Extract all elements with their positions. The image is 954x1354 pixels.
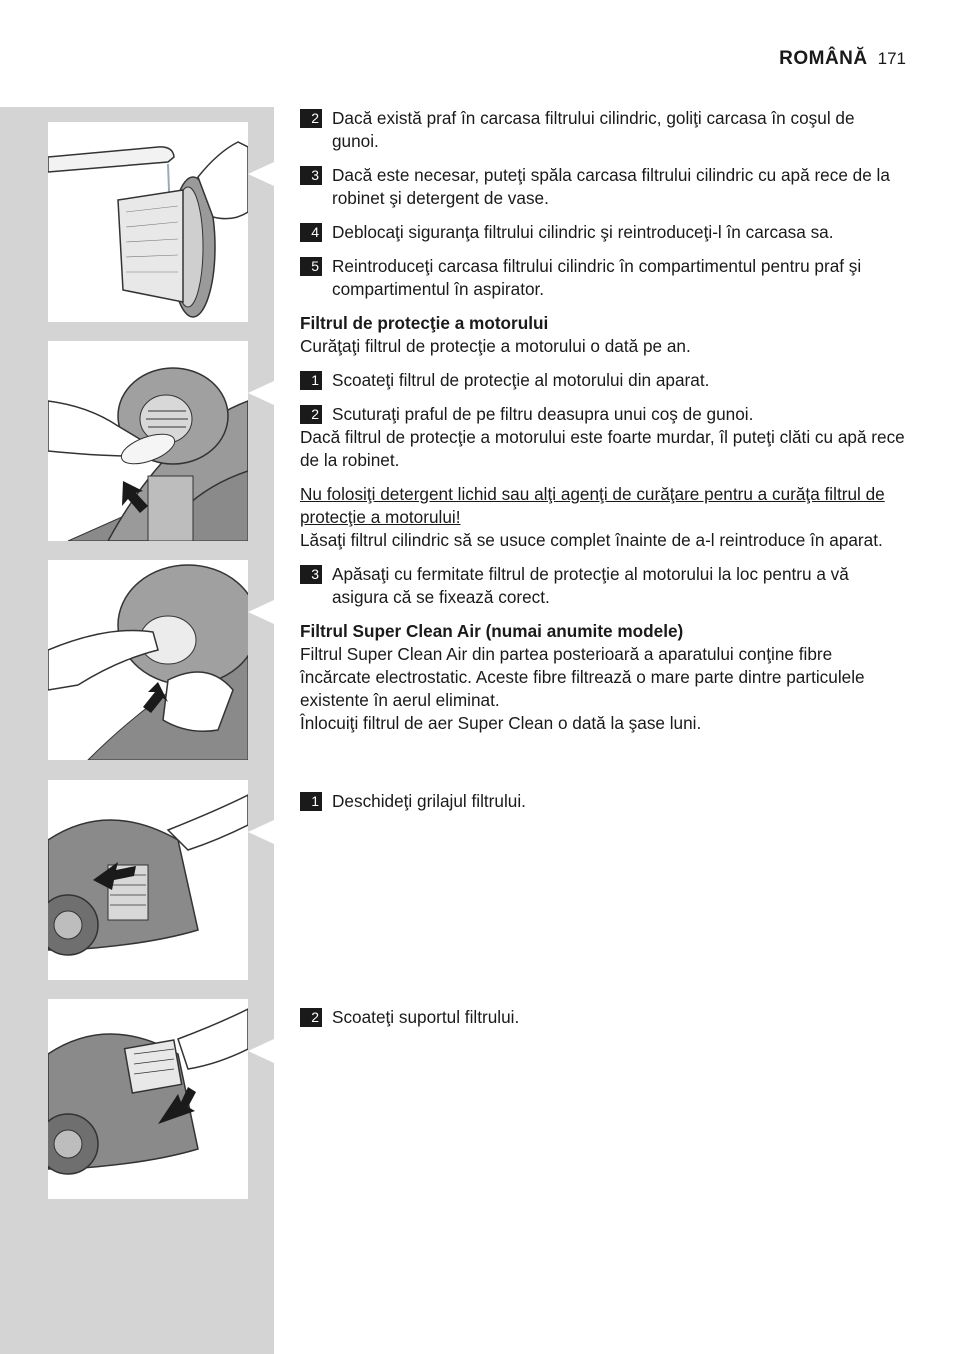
step-number: 2 (300, 1008, 322, 1027)
figure-pointer (248, 1039, 274, 1063)
illustration-sidebar (0, 107, 274, 1354)
step-number: 4 (300, 223, 322, 242)
figure-open-grille (48, 780, 248, 980)
figure-insert-motor-filter (48, 560, 248, 760)
replace-note: Înlocuiţi filtrul de aer Super Clean o dată la şase luni. (300, 713, 702, 733)
step-item (300, 221, 906, 244)
step-number: 1 (300, 371, 322, 390)
step-item (300, 255, 906, 301)
step-item (300, 563, 906, 609)
section-description: Filtrul Super Clean Air din partea posterioară a aparatului conţine fibre încărcate electrostatic. Aceste fibre filtrează o mare parte dintre particulele existente în aerul eliminat. (300, 644, 865, 710)
language-label: ROMÂNĂ (779, 48, 868, 69)
step-number: 3 (300, 166, 322, 185)
rinse-note: Dacă filtrul de protecţie a motorului este foarte murdar, îl puteţi clăti cu apă rece de la robinet. (300, 427, 905, 470)
figure-pointer (248, 600, 274, 624)
figure-rinse-filter (48, 122, 248, 322)
step-item (300, 164, 906, 210)
step-number: 1 (300, 792, 322, 811)
step-text: Apăsaţi cu fermitate filtrul de protecţie al motorului la loc pentru a vă asigura că se fixează corect. (332, 564, 849, 607)
figure-pointer (248, 820, 274, 844)
step-item (300, 107, 906, 153)
step-item (300, 1006, 906, 1029)
section-heading: Filtrul de protecţie a motorului (300, 313, 549, 333)
figure-remove-holder (48, 999, 248, 1199)
step-item (300, 790, 906, 813)
step-number: 2 (300, 405, 322, 424)
section-intro: Curăţaţi filtrul de protecţie a motorului o dată pe an. (300, 336, 691, 356)
page-header (779, 48, 906, 70)
instructions-column (300, 107, 906, 1027)
step-text: Scoateţi filtrul de protecţie al motorului din aparat. (332, 370, 710, 390)
figure-pointer (248, 162, 274, 186)
dry-note: Lăsaţi filtrul cilindric să se usuce complet înainte de a-l reintroduce în aparat. (300, 530, 883, 550)
step-item (300, 403, 906, 426)
warning-text: Nu folosiţi detergent lichid sau alţi agenţi de curăţare pentru a curăţa filtrul de protecţie a motorului! (300, 484, 885, 527)
step-item (300, 369, 906, 392)
motor-filter-section (300, 312, 906, 358)
step-text: Scuturaţi praful de pe filtru deasupra unui coş de gunoi. (332, 404, 754, 424)
step-text: Dacă există praf în carcasa filtrului cilindric, goliţi carcasa în coşul de gunoi. (332, 108, 855, 151)
super-clean-section (300, 620, 906, 735)
step-text: Deblocaţi siguranţa filtrului cilindric şi reintroduceţi-l în carcasa sa. (332, 222, 834, 242)
figure-pointer (248, 381, 274, 405)
step-number: 3 (300, 565, 322, 584)
step-text: Reintroduceţi carcasa filtrului cilindric în compartimentul pentru praf şi compartimentul în aspirator. (332, 256, 862, 299)
step-number: 5 (300, 257, 322, 276)
section-heading: Filtrul Super Clean Air (numai anumite modele) (300, 621, 684, 641)
step-text: Deschideţi grilajul filtrului. (332, 791, 526, 811)
page-number: 171 (877, 49, 906, 68)
step-text: Dacă este necesar, puteţi spăla carcasa filtrului cilindric cu apă rece de la robinet şi detergent de vase. (332, 165, 890, 208)
step-number: 2 (300, 109, 322, 128)
figure-remove-motor-filter (48, 341, 248, 541)
step-text: Scoateţi suportul filtrului. (332, 1007, 520, 1027)
